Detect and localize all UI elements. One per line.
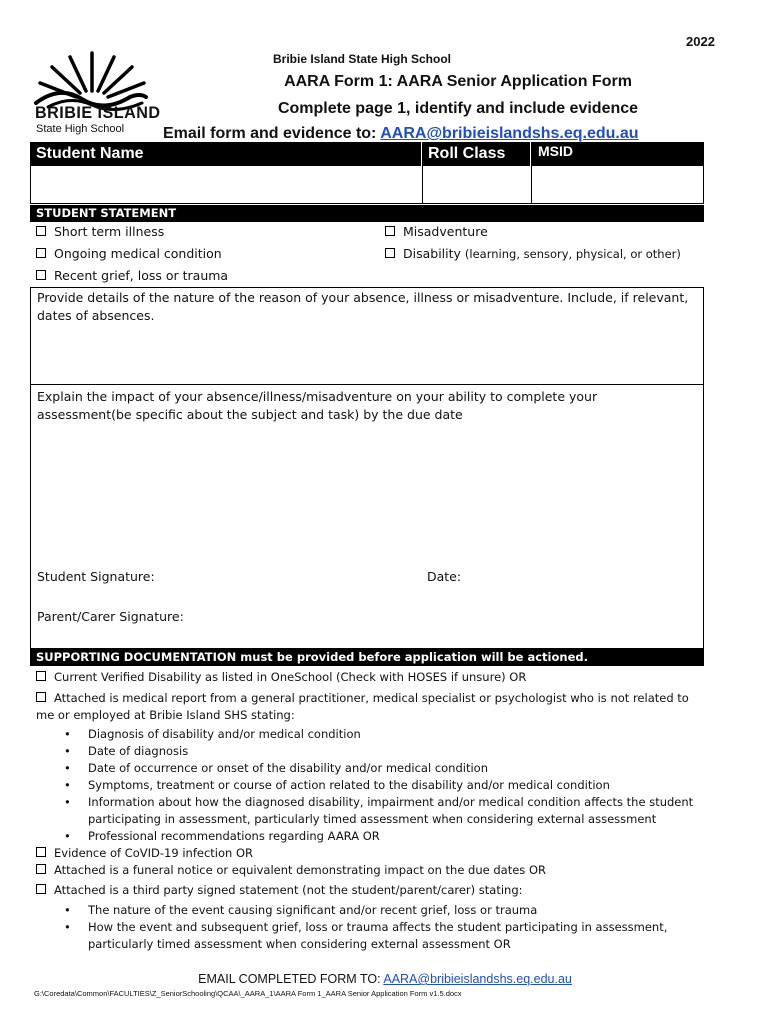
form-title: AARA Form 1: AARA Senior Application Form xyxy=(284,73,632,90)
checkbox-icon xyxy=(36,671,46,681)
checkbox-icon xyxy=(36,270,46,280)
school-name: Bribie Island State High School xyxy=(272,52,452,66)
student-statement-heading: STUDENT STATEMENT xyxy=(30,205,704,222)
roll-class-field[interactable] xyxy=(423,166,531,203)
student-signature-label: Student Signature: xyxy=(37,569,155,584)
checkbox-disability[interactable]: Disability (learning, sensory, physical, or other) xyxy=(385,246,681,261)
checkbox-third-party-statement[interactable]: Attached is a third party signed statement (not the student/parent/carer) stating: xyxy=(36,882,706,902)
list-item: • The nature of the event causing significant and/or recent grief, loss or trauma xyxy=(36,902,706,919)
msid-field[interactable] xyxy=(532,166,703,203)
email-instruction xyxy=(163,125,723,143)
details-panel[interactable] xyxy=(30,287,704,385)
footer-email-link[interactable]: AARA@bribieislandshs.eq.edu.au xyxy=(383,972,572,986)
date-label: Date: xyxy=(427,569,462,584)
email-instruction-label: Email form and evidence to: xyxy=(163,125,381,142)
third-party-bullets xyxy=(36,902,706,953)
checkbox-recent-grief[interactable]: Recent grief, loss or trauma xyxy=(36,268,228,283)
msid-header: MSID xyxy=(538,143,573,159)
student-entry-row xyxy=(30,166,704,204)
list-item: • How the event and subsequent grief, loss or trauma affects the student participating in assessment, particularly timed assessment when considering external assessment OR xyxy=(36,919,706,953)
checkbox-icon xyxy=(36,864,46,874)
medical-report-line2: me or employed at Bribie Island SHS stating: xyxy=(36,708,295,722)
checkbox-icon xyxy=(36,884,46,894)
details-prompt: Provide details of the nature of the reason of your absence, illness or misadventure. Include, if relevant, dates of absences. xyxy=(37,290,689,323)
form-subtitle: Complete page 1, identify and include evidence xyxy=(277,100,639,117)
checkbox-icon xyxy=(36,692,46,702)
footer-email-label: EMAIL COMPLETED FORM TO: xyxy=(198,972,384,986)
checkbox-misadventure[interactable]: Misadventure xyxy=(385,224,488,239)
student-table-header xyxy=(30,142,704,166)
list-item: • Diagnosis of disability and/or medical condition xyxy=(36,726,706,743)
list-item: • Information about how the diagnosed disability, impairment and/or medical condition affects the student participating in assessment, particularly timed assessment when considering external assessment xyxy=(36,794,706,828)
checkbox-ongoing-medical[interactable]: Ongoing medical condition xyxy=(36,246,222,261)
footer-email-line xyxy=(0,972,770,986)
checkbox-funeral-notice[interactable]: Attached is a funeral notice or equivalent demonstrating impact on the due dates OR xyxy=(36,862,706,882)
checkbox-icon xyxy=(36,226,46,236)
supporting-docs-list xyxy=(36,669,706,953)
student-name-field[interactable] xyxy=(31,166,422,203)
medical-report-bullets xyxy=(36,726,706,845)
parent-signature-label: Parent/Carer Signature: xyxy=(37,609,184,624)
list-item: • Symptoms, treatment or course of action related to the disability and/or medical condition xyxy=(36,777,706,794)
checkbox-verified-disability[interactable]: Current Verified Disability as listed in OneSchool (Check with HOSES if unsure) OR xyxy=(36,669,706,690)
checkbox-icon xyxy=(385,226,395,236)
roll-class-header: Roll Class xyxy=(428,145,506,162)
impact-panel[interactable] xyxy=(30,384,704,649)
student-name-header: Student Name xyxy=(36,145,144,162)
impact-prompt: Explain the impact of your absence/illness/misadventure on your ability to complete your assessment(be specific about the subject and task) by the due date xyxy=(37,389,598,422)
checkbox-icon xyxy=(36,248,46,258)
checkbox-icon xyxy=(36,847,46,857)
checkbox-icon xyxy=(385,248,395,258)
checkbox-short-term-illness[interactable]: Short term illness xyxy=(36,224,164,239)
disability-note: (learning, sensory, physical, or other) xyxy=(464,247,681,261)
checkbox-medical-report[interactable]: Attached is medical report from a general practitioner, medical specialist or psychologist who is not related to xyxy=(36,690,706,707)
logo-text-primary: BRIBIE ISLAND xyxy=(35,103,161,122)
list-item: • Professional recommendations regarding AARA OR xyxy=(36,828,706,845)
checkbox-covid-evidence[interactable]: Evidence of CoVID-19 infection OR xyxy=(36,845,706,862)
file-path: G:\Coredata\Common\FACULTIES\Z_SeniorSchooling\QCAA\_AARA_1\AARA Form 1_AARA Senior Application Form v1.5.docx xyxy=(34,989,462,998)
supporting-docs-heading: SUPPORTING DOCUMENTATION must be provided before application will be actioned. xyxy=(30,649,704,666)
logo-text-secondary: State High School xyxy=(36,123,125,135)
list-item: • Date of diagnosis xyxy=(36,743,706,760)
list-item: • Date of occurrence or onset of the disability and/or medical condition xyxy=(36,760,706,777)
header-email-link[interactable]: AARA@bribieislandshs.eq.edu.au xyxy=(380,125,639,142)
form-year: 2022 xyxy=(686,34,715,49)
